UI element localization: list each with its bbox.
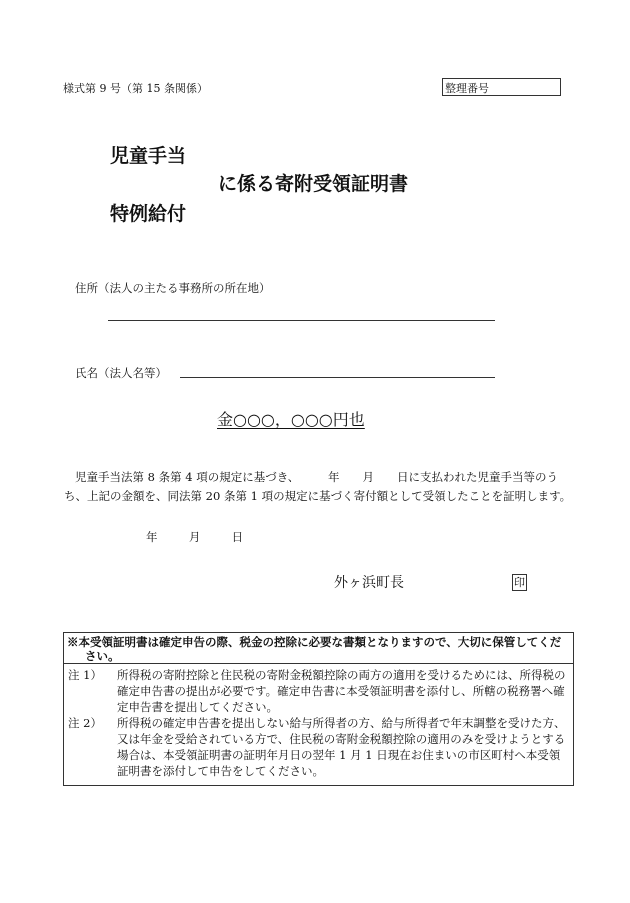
paragraph-line-2: ち、上記の金額を、同法第 20 条第 1 項の規定に基づく寄付額として受領したことを証明します。 [64,489,572,503]
name-field-line[interactable] [180,377,495,378]
date-day-label: 日 [231,530,244,544]
note-text: 所得税の確定申告書を提出しない給与所得者の方、給与所得者で年末調整を受けた方、又は年金を受給されている方で、住民税の寄附金税額控除の適用のみを受けようとする場合は、本受領証明書の証明年月日の翌年 1 月 1 日現在お住まいの市区町村へ本受領証明書を添付して申告をしてください。 [117,716,566,778]
note-number: 注 1） [68,668,102,682]
address-field-line[interactable] [108,320,495,321]
notes-header [64,633,573,664]
date-year-label: 年 [146,530,158,544]
seal-mark: 印 [514,576,525,589]
paragraph-line-1: 児童手当法第 8 条第 4 項の規定に基づき、 年 月 日に支払われた児童手当等のう [75,470,559,484]
certification-date [146,529,243,545]
notes-header-line-2: さい。 [85,649,120,663]
certification-paragraph [64,468,574,506]
reference-number-box[interactable] [442,78,561,96]
address-label: 住所（法人の主たる事務所の所在地） [75,281,271,295]
notes-box [63,632,574,786]
name-label: 氏名（法人名等） [75,366,167,380]
title-line-special-benefit: 特例給付 [110,203,187,225]
date-month-label: 月 [188,530,201,544]
donation-amount: 金○○○，○○○円也 [217,410,365,429]
title-line-child-allowance: 児童手当 [110,145,187,167]
issuer-name: 外ヶ浜町長 [334,575,404,591]
title-line-certificate: に係る寄附受領証明書 [218,173,409,195]
reference-number-label: 整理番号 [445,82,489,95]
note-text: 所得税の寄附控除と住民税の寄附金税額控除の両方の適用を受けるためには、所得税の確定申告書の提出が必要です。確定申告書に本受領証明書を添付し、所轄の税務署へ確定申告書を提出してください。 [117,668,566,714]
form-number: 様式第 9 号（第 15 条関係） [63,82,208,95]
notes-header-line-1: ※本受領証明書は確定申告の際、税金の控除に必要な書類となりますので、大切に保管してくだ [67,635,562,649]
note-number: 注 2） [68,716,102,730]
